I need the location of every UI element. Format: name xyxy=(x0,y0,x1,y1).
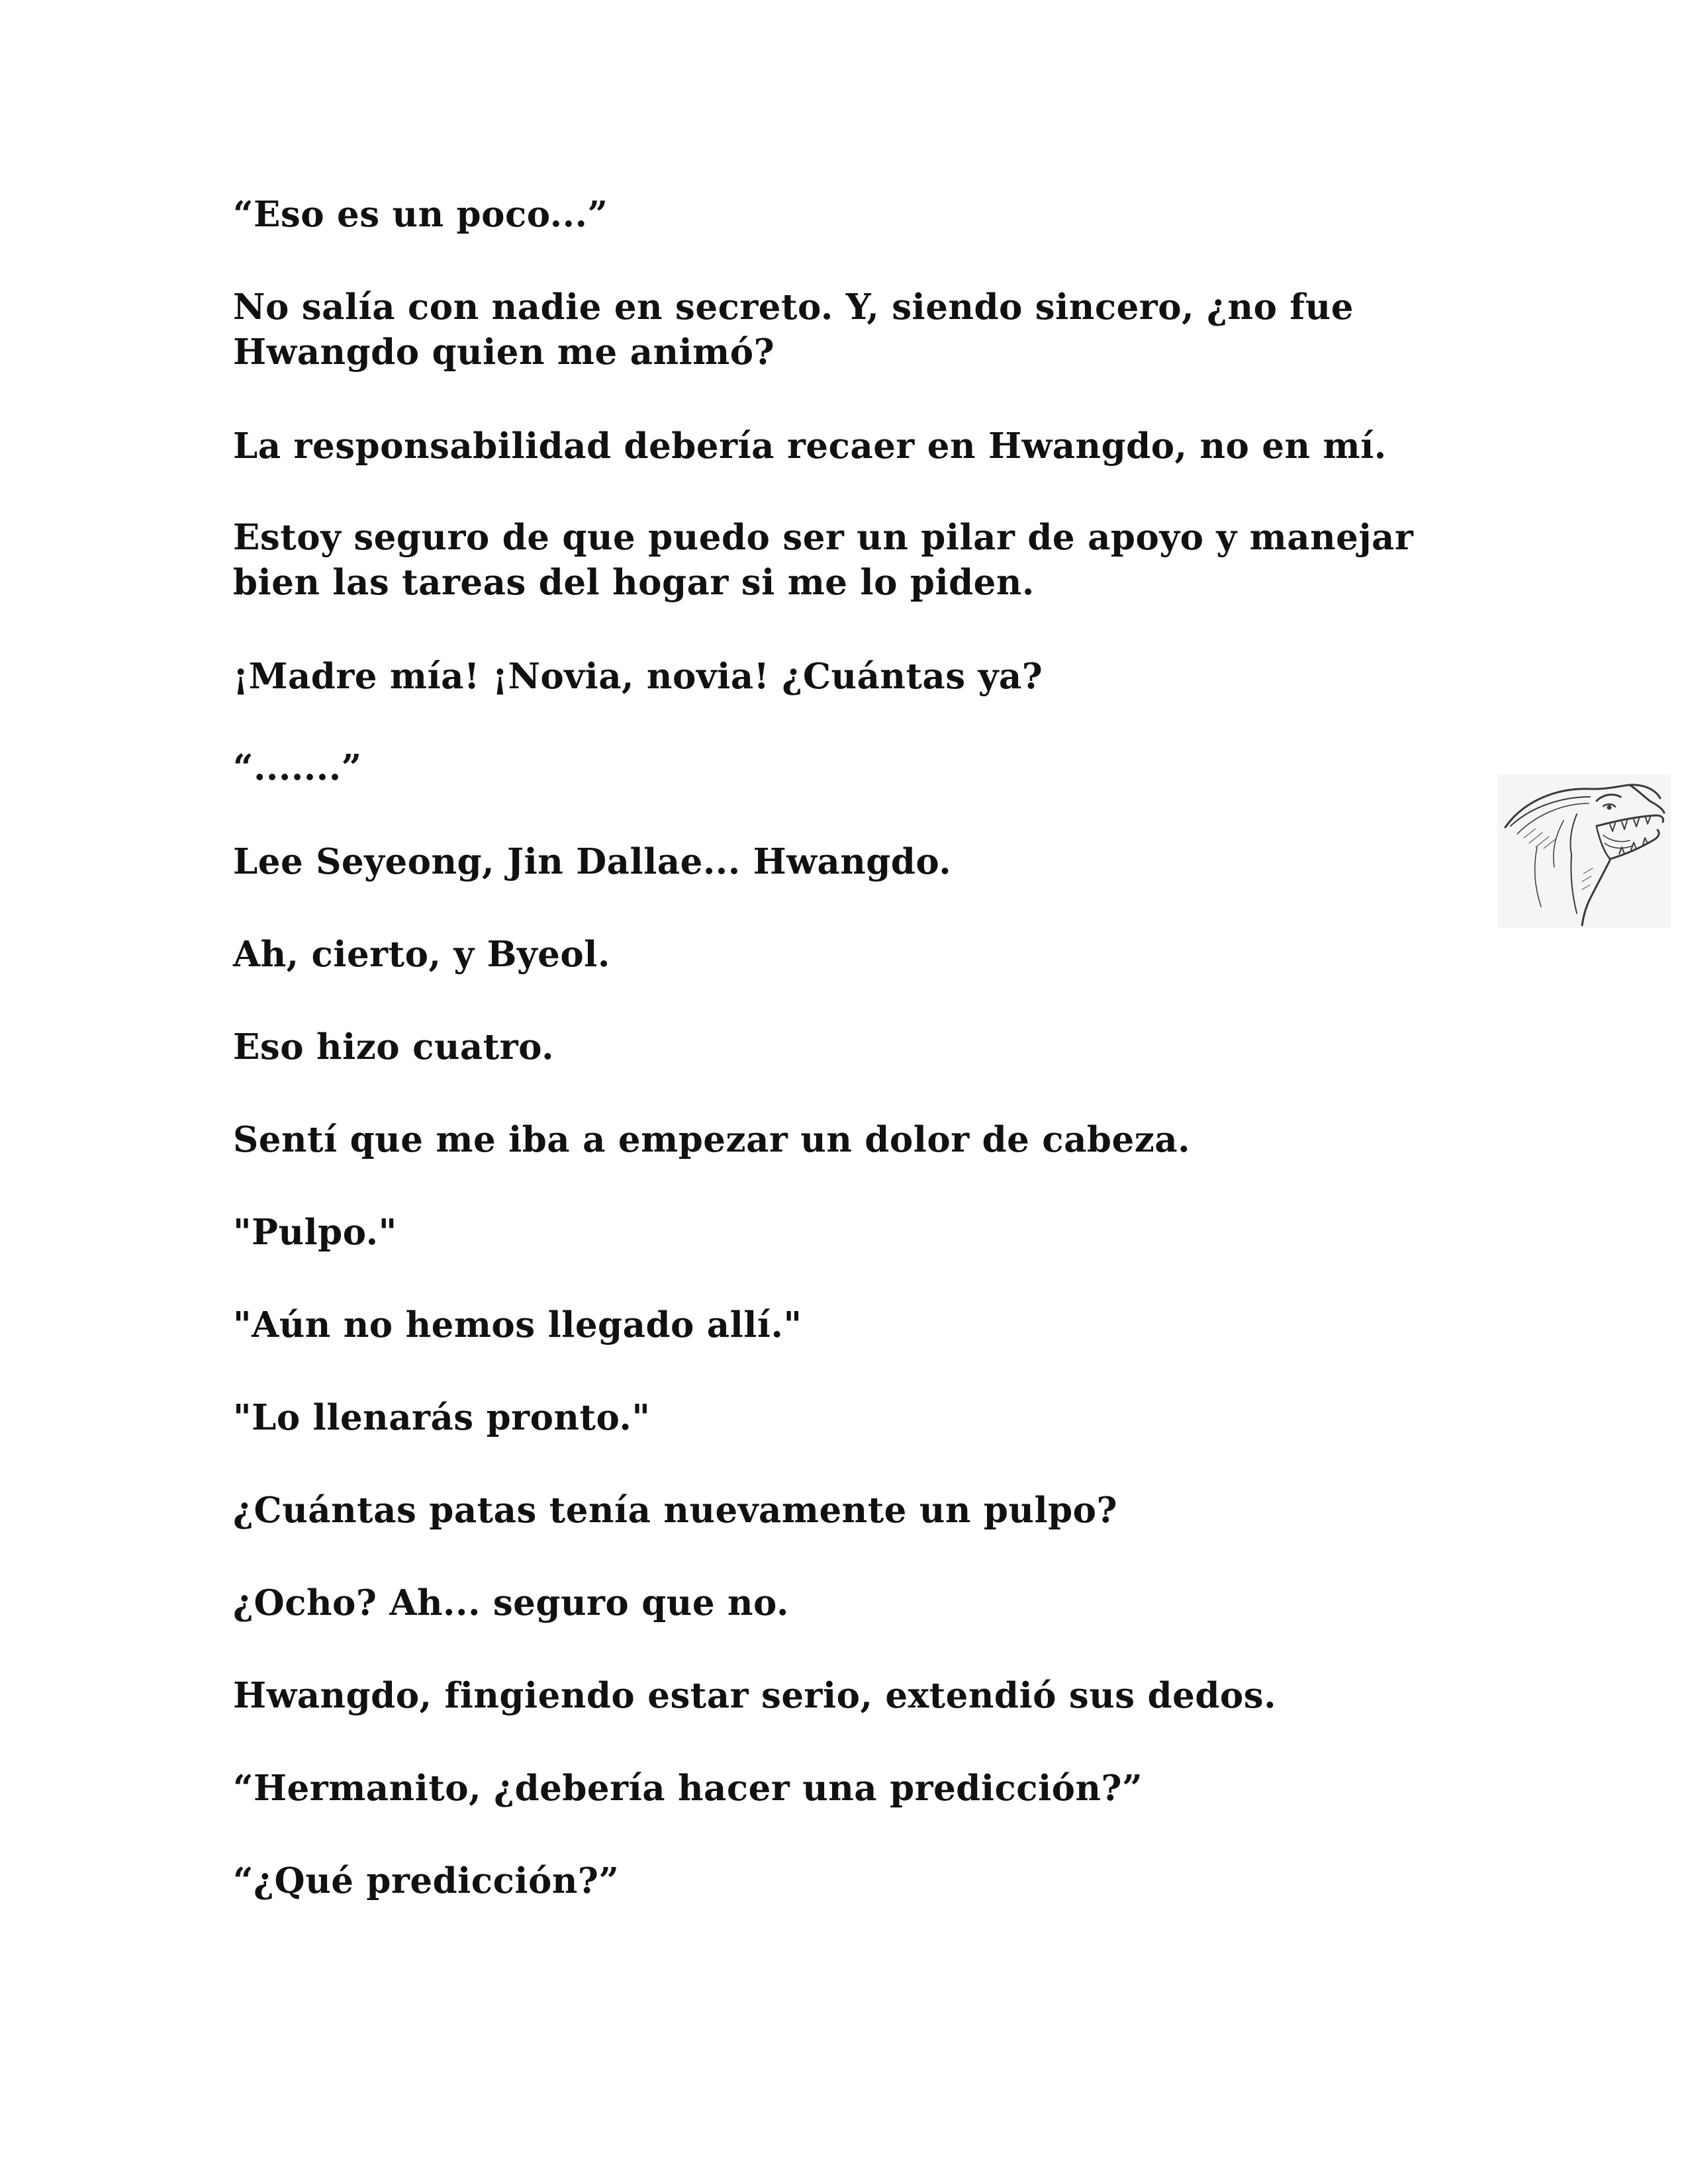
dinosaur-head-icon xyxy=(1497,774,1671,928)
paragraph: Hwangdo, fingiendo estar serio, extendió sus dedos. xyxy=(233,1675,1277,1716)
paragraph: "Pulpo." xyxy=(233,1212,397,1253)
paragraph: Lee Seyeong, Jin Dallae... Hwangdo. xyxy=(233,841,952,882)
paragraph: “Eso es un poco...” xyxy=(233,194,608,235)
paragraph: ¡Madre mía! ¡Novia, novia! ¿Cuántas ya? xyxy=(233,656,1043,697)
paragraph: Eso hizo cuatro. xyxy=(233,1026,555,1068)
paragraph: “¿Qué predicción?” xyxy=(233,1860,620,1901)
paragraph: Ah, cierto, y Byeol. xyxy=(233,934,610,975)
paragraph: La responsabilidad debería recaer en Hwangdo, no en mí. xyxy=(233,426,1387,467)
paragraph: “Hermanito, ¿debería hacer una predicción?” xyxy=(233,1768,1143,1809)
paragraph: ¿Cuántas patas tenía nuevamente un pulpo? xyxy=(233,1490,1118,1531)
paragraph: ¿Ocho? Ah... seguro que no. xyxy=(233,1582,789,1623)
paragraph: Sentí que me iba a empezar un dolor de cabeza. xyxy=(233,1119,1191,1160)
paragraph: Estoy seguro de que puedo ser un pilar de apoyo y manejar bien las tareas del hogar si me lo piden. xyxy=(233,517,1414,603)
paragraph: "Lo llenarás pronto." xyxy=(233,1397,651,1438)
paragraph: “.......” xyxy=(233,747,362,788)
paragraph: "Aún no hemos llegado allí." xyxy=(233,1304,802,1345)
paragraph: No salía con nadie en secreto. Y, siendo sincero, ¿no fue Hwangdo quien me animó? xyxy=(233,287,1354,373)
